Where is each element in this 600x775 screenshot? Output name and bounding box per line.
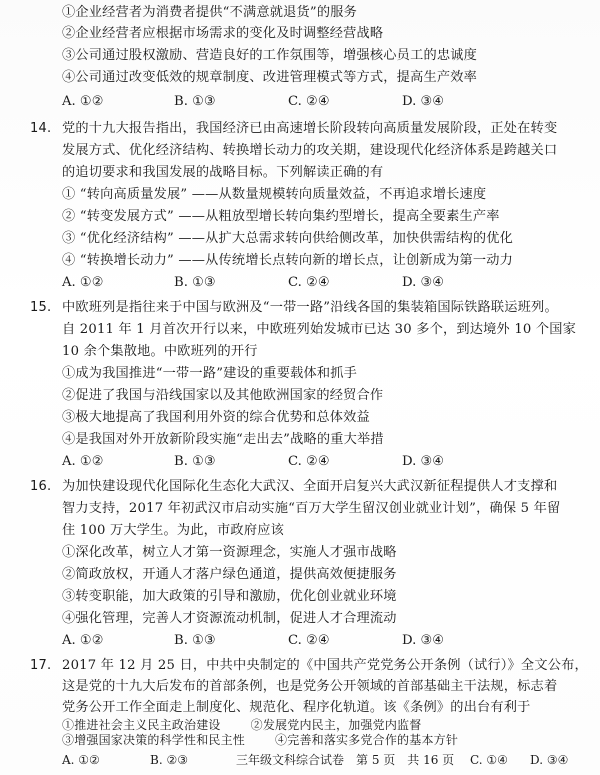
q15-choice-a[interactable]: A. ①② xyxy=(62,454,104,469)
q17-stem-line-2: 这是党的十九大后发布的首部条例，也是党务公开领域的首部基础主干法规，标志着 xyxy=(62,679,558,694)
q14-choice-a[interactable]: A. ①② xyxy=(62,275,104,290)
q17-stem-line-3: 党务公开工作全面走上制度化、规范化、程序化轨道。该《条例》的出台有利于 xyxy=(62,700,531,715)
q14-option-3: ③ “优化经济结构” ——从扩大总需求转向供给侧改革，加快供需结构的优化 xyxy=(62,231,514,246)
q13-choice-c[interactable]: C. ②④ xyxy=(288,94,330,109)
q15-choice-d[interactable]: D. ③④ xyxy=(402,454,445,469)
q17-number: 17. xyxy=(30,658,52,673)
q15-option-4: ④是我国对外开放新阶段实施“走出去”战略的重大举措 xyxy=(62,432,384,447)
q17-choice-b[interactable]: B. ②③ xyxy=(150,753,188,767)
q14-option-4: ④ “转换增长动力” ——从传统增长点转向新的增长点，让创新成为第一动力 xyxy=(62,253,514,268)
page-footer xyxy=(0,752,600,770)
q15-stem-line-3: 10 余个集散地。中欧班列的开行 xyxy=(62,344,258,359)
q13-option-3: ③公司通过股权激励、营造良好的工作氛围等，增强核心员工的忠诚度 xyxy=(62,48,478,63)
q16-choice-c[interactable]: C. ②④ xyxy=(288,633,330,648)
q15-answer-choices xyxy=(62,452,582,472)
q17-option-1-text: ①推进社会主义民主政治建设 xyxy=(62,718,221,732)
q14-option-2: ② “转变发展方式” ——从粗放型增长转向集约型增长，提高全要素生产率 xyxy=(62,209,500,224)
q15-stem-line-2: 自 2011 年 1 月首次开行以来，中欧班列始发城市已达 30 多个，到达境外 10 个国家 xyxy=(62,322,577,337)
q13-choice-a[interactable]: A. ①② xyxy=(62,94,104,109)
q15-option-1: ①成为我国推进“一带一路”建设的重要载体和抓手 xyxy=(62,366,358,381)
q16-option-4: ④强化管理，完善人才资源流动机制，促进人才合理流动 xyxy=(62,611,397,626)
q16-answer-choices xyxy=(62,631,582,651)
q16-option-3: ③转变职能，加大政策的引导和激励，优化创业就业环境 xyxy=(62,589,397,604)
q13-option-4: ④公司通过改变低效的规章制度、改进管理模式等方式，提高生产效率 xyxy=(62,70,478,85)
q13-option-2: ②企业经营者应根据市场需求的变化及时调整经营战略 xyxy=(62,26,384,41)
q17-option-2-text: ②发展党内民主，加强党内监督 xyxy=(250,718,422,732)
q17-choice-a[interactable]: A. ①② xyxy=(62,753,100,767)
q15-number: 15. xyxy=(30,300,52,315)
q14-stem-line-2: 发展方式、优化经济结构、转换增长动力的攻关期，建设现代化经济体系是跨越关口 xyxy=(62,143,558,158)
q17-option-3-text: ③增强国家决策的科学性和民主性 xyxy=(62,733,246,747)
q14-choice-d[interactable]: D. ③④ xyxy=(402,275,445,290)
q14-choice-c[interactable]: C. ②④ xyxy=(288,275,330,290)
q14-choice-b[interactable]: B. ①③ xyxy=(174,275,216,290)
q13-choice-b[interactable]: B. ①③ xyxy=(174,94,216,109)
q15-choice-c[interactable]: C. ②④ xyxy=(288,454,330,469)
q16-stem-line-2: 智力支持，2017 年初武汉市启动实施“百万大学生留汉创业就业计划”，确保 5 年留 xyxy=(62,501,561,516)
q17-choice-c[interactable]: C. ①④ xyxy=(470,753,508,767)
q16-choice-b[interactable]: B. ①③ xyxy=(174,633,216,648)
q14-option-1: ① “转向高质量发展” ——从数量规模转向质量效益，不再追求增长速度 xyxy=(62,187,487,202)
q17-choice-d[interactable]: D. ③④ xyxy=(530,753,569,767)
q13-choice-d[interactable]: D. ③④ xyxy=(402,94,445,109)
q16-choice-a[interactable]: A. ①② xyxy=(62,633,104,648)
q14-stem-line-3: 的追切要求和我国发展的战略目标。下列解读正确的有 xyxy=(62,165,384,180)
footer-text: 三年级文科综合试卷 第 5 页 共 16 页 xyxy=(236,753,455,767)
q17-stem-line-1: 2017 年 12 月 25 日，中共中央制定的《中国共产党党务公开条例（试行）》全文公布， xyxy=(62,658,588,673)
q15-option-2: ②促进了我国与沿线国家以及其他欧洲国家的经贸合作 xyxy=(62,388,384,403)
q16-option-2: ②简政放权，开通人才落户绿色通道，提供高效便捷服务 xyxy=(62,567,397,582)
q17-option-4-text: ④完善和落实多党合作的基本方针 xyxy=(275,733,459,747)
q14-stem-line-1: 党的十九大报告指出，我国经济已由高速增长阶段转向高质量发展阶段，正处在转变 xyxy=(62,121,558,136)
q16-option-1: ①深化改革，树立人才第一资源理念，实施人才强市战略 xyxy=(62,545,397,560)
q16-choice-d[interactable]: D. ③④ xyxy=(402,633,445,648)
q15-stem-line-1: 中欧班列是指往来于中国与欧洲及“一带一路”沿线各国的集装箱国际铁路联运班列。 xyxy=(62,300,558,315)
q16-number: 16. xyxy=(30,479,52,494)
q14-number: 14. xyxy=(30,121,52,136)
q15-option-3: ③极大地提高了我国利用外资的综合优势和总体效益 xyxy=(62,410,370,425)
q13-answer-choices xyxy=(62,92,582,112)
q16-stem-line-1: 为加快建设现代化国际化生态化大武汉、全面开启复兴大武汉新征程提供人才支撑和 xyxy=(62,479,558,494)
q15-choice-b[interactable]: B. ①③ xyxy=(174,454,216,469)
q13-option-1: ①企业经营者为消费者提供“不满意就退货”的服务 xyxy=(62,5,358,20)
q16-stem-line-3: 住 100 万大学生。为此，市政府应该 xyxy=(62,523,284,538)
q14-answer-choices xyxy=(62,273,582,293)
